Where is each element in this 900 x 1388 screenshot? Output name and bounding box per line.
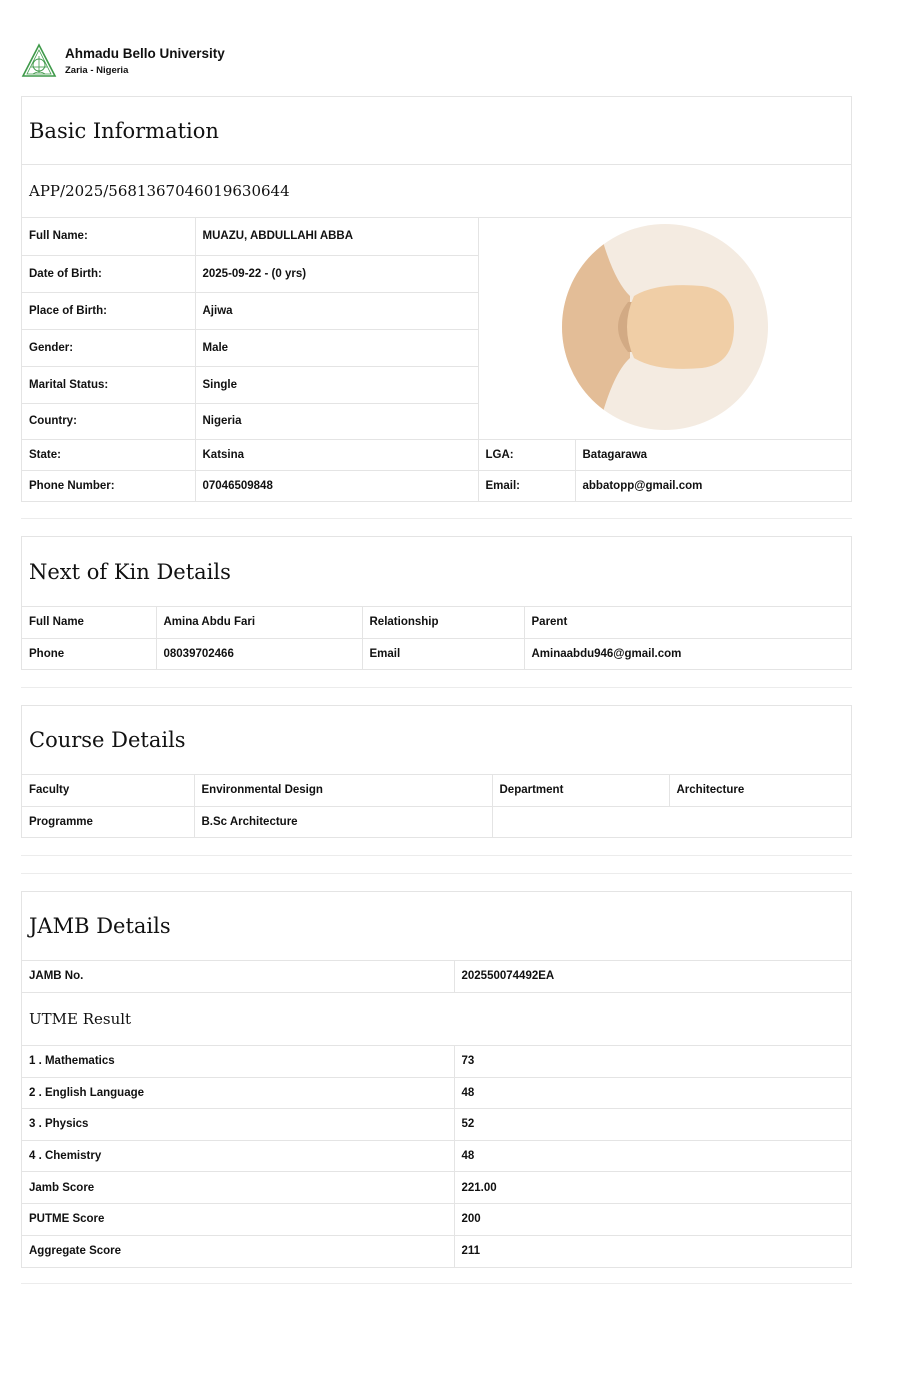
full-name-label: Full Name: (22, 218, 195, 255)
programme-value: B.Sc Architecture (194, 806, 492, 837)
passport-photo-cell (478, 218, 851, 439)
putme-score-value: 200 (454, 1203, 851, 1235)
department-label: Department (492, 775, 669, 806)
table-row (22, 775, 851, 806)
country-label: Country: (22, 403, 195, 439)
lga-value: Batagarawa (575, 439, 851, 470)
section-divider (21, 855, 852, 856)
section-divider (21, 1283, 852, 1284)
state-label: State: (22, 439, 195, 470)
marital-status-label: Marital Status: (22, 366, 195, 403)
pob-label: Place of Birth: (22, 292, 195, 329)
table-row (22, 1046, 851, 1078)
table-row (22, 1077, 851, 1109)
phone-label: Phone Number: (22, 470, 195, 501)
kin-relationship-label: Relationship (362, 607, 524, 638)
university-logo-icon (21, 43, 57, 79)
aggregate-score-value: 211 (454, 1235, 851, 1267)
section-divider (21, 687, 852, 688)
table-row (22, 439, 851, 470)
subject-2-label: 2 . English Language (22, 1077, 454, 1109)
kin-name-value: Amina Abdu Fari (156, 607, 362, 638)
email-label: Email: (478, 470, 575, 501)
subject-2-score: 48 (454, 1077, 851, 1109)
empty-cell (492, 806, 851, 837)
table-row (22, 638, 851, 669)
jamb-details-card (21, 891, 852, 1268)
marital-status-value: Single (195, 366, 478, 403)
kin-phone-value: 08039702466 (156, 638, 362, 669)
course-details-card (21, 705, 852, 838)
next-of-kin-table (22, 607, 851, 669)
subject-4-score: 48 (454, 1140, 851, 1172)
page-header (21, 41, 225, 81)
basic-information-title: Basic Information (22, 97, 851, 165)
section-divider (21, 873, 852, 874)
kin-email-value: Aminaabdu946@gmail.com (524, 638, 851, 669)
table-row (22, 1109, 851, 1141)
dob-value: 2025-09-22 - (0 yrs) (195, 255, 478, 292)
subject-1-score: 73 (454, 1046, 851, 1078)
course-details-title: Course Details (22, 706, 851, 775)
faculty-label: Faculty (22, 775, 194, 806)
jamb-score-label: Jamb Score (22, 1172, 454, 1204)
subject-1-label: 1 . Mathematics (22, 1046, 454, 1078)
gender-label: Gender: (22, 329, 195, 366)
avatar-placeholder-icon (562, 224, 768, 430)
email-value: abbatopp@gmail.com (575, 470, 851, 501)
phone-value: 07046509848 (195, 470, 478, 501)
lga-label: LGA: (478, 439, 575, 470)
table-row (22, 218, 851, 255)
faculty-value: Environmental Design (194, 775, 492, 806)
table-row (22, 1235, 851, 1267)
university-location: Zaria - Nigeria (65, 64, 129, 76)
basic-information-card (21, 96, 852, 502)
course-details-table (22, 775, 851, 837)
subject-4-label: 4 . Chemistry (22, 1140, 454, 1172)
application-number: APP/2025/5681367046019630644 (22, 165, 851, 218)
basic-information-table (22, 218, 851, 501)
full-name-value: MUAZU, ABDULLAHI ABBA (195, 218, 478, 255)
dob-label: Date of Birth: (22, 255, 195, 292)
country-value: Nigeria (195, 403, 478, 439)
jamb-number-label: JAMB No. (22, 961, 454, 992)
kin-email-label: Email (362, 638, 524, 669)
kin-phone-label: Phone (22, 638, 156, 669)
utme-result-table (22, 1046, 851, 1267)
table-row (22, 470, 851, 501)
table-row (22, 1172, 851, 1204)
subject-3-score: 52 (454, 1109, 851, 1141)
pob-value: Ajiwa (195, 292, 478, 329)
programme-label: Programme (22, 806, 194, 837)
next-of-kin-title: Next of Kin Details (22, 537, 851, 607)
jamb-score-value: 221.00 (454, 1172, 851, 1204)
table-row (22, 961, 851, 992)
kin-relationship-value: Parent (524, 607, 851, 638)
putme-score-label: PUTME Score (22, 1203, 454, 1235)
jamb-number-value: 202550074492EA (454, 961, 851, 992)
aggregate-score-label: Aggregate Score (22, 1235, 454, 1267)
section-divider (21, 518, 852, 519)
gender-value: Male (195, 329, 478, 366)
state-value: Katsina (195, 439, 478, 470)
kin-name-label: Full Name (22, 607, 156, 638)
utme-result-title: UTME Result (22, 993, 851, 1046)
table-row (22, 806, 851, 837)
jamb-details-title: JAMB Details (22, 892, 851, 961)
university-text (65, 45, 225, 78)
university-name: Ahmadu Bello University (65, 45, 225, 61)
department-value: Architecture (669, 775, 851, 806)
next-of-kin-card (21, 536, 852, 670)
table-row (22, 1203, 851, 1235)
jamb-number-table (22, 961, 851, 993)
table-row (22, 1140, 851, 1172)
subject-3-label: 3 . Physics (22, 1109, 454, 1141)
table-row (22, 607, 851, 638)
